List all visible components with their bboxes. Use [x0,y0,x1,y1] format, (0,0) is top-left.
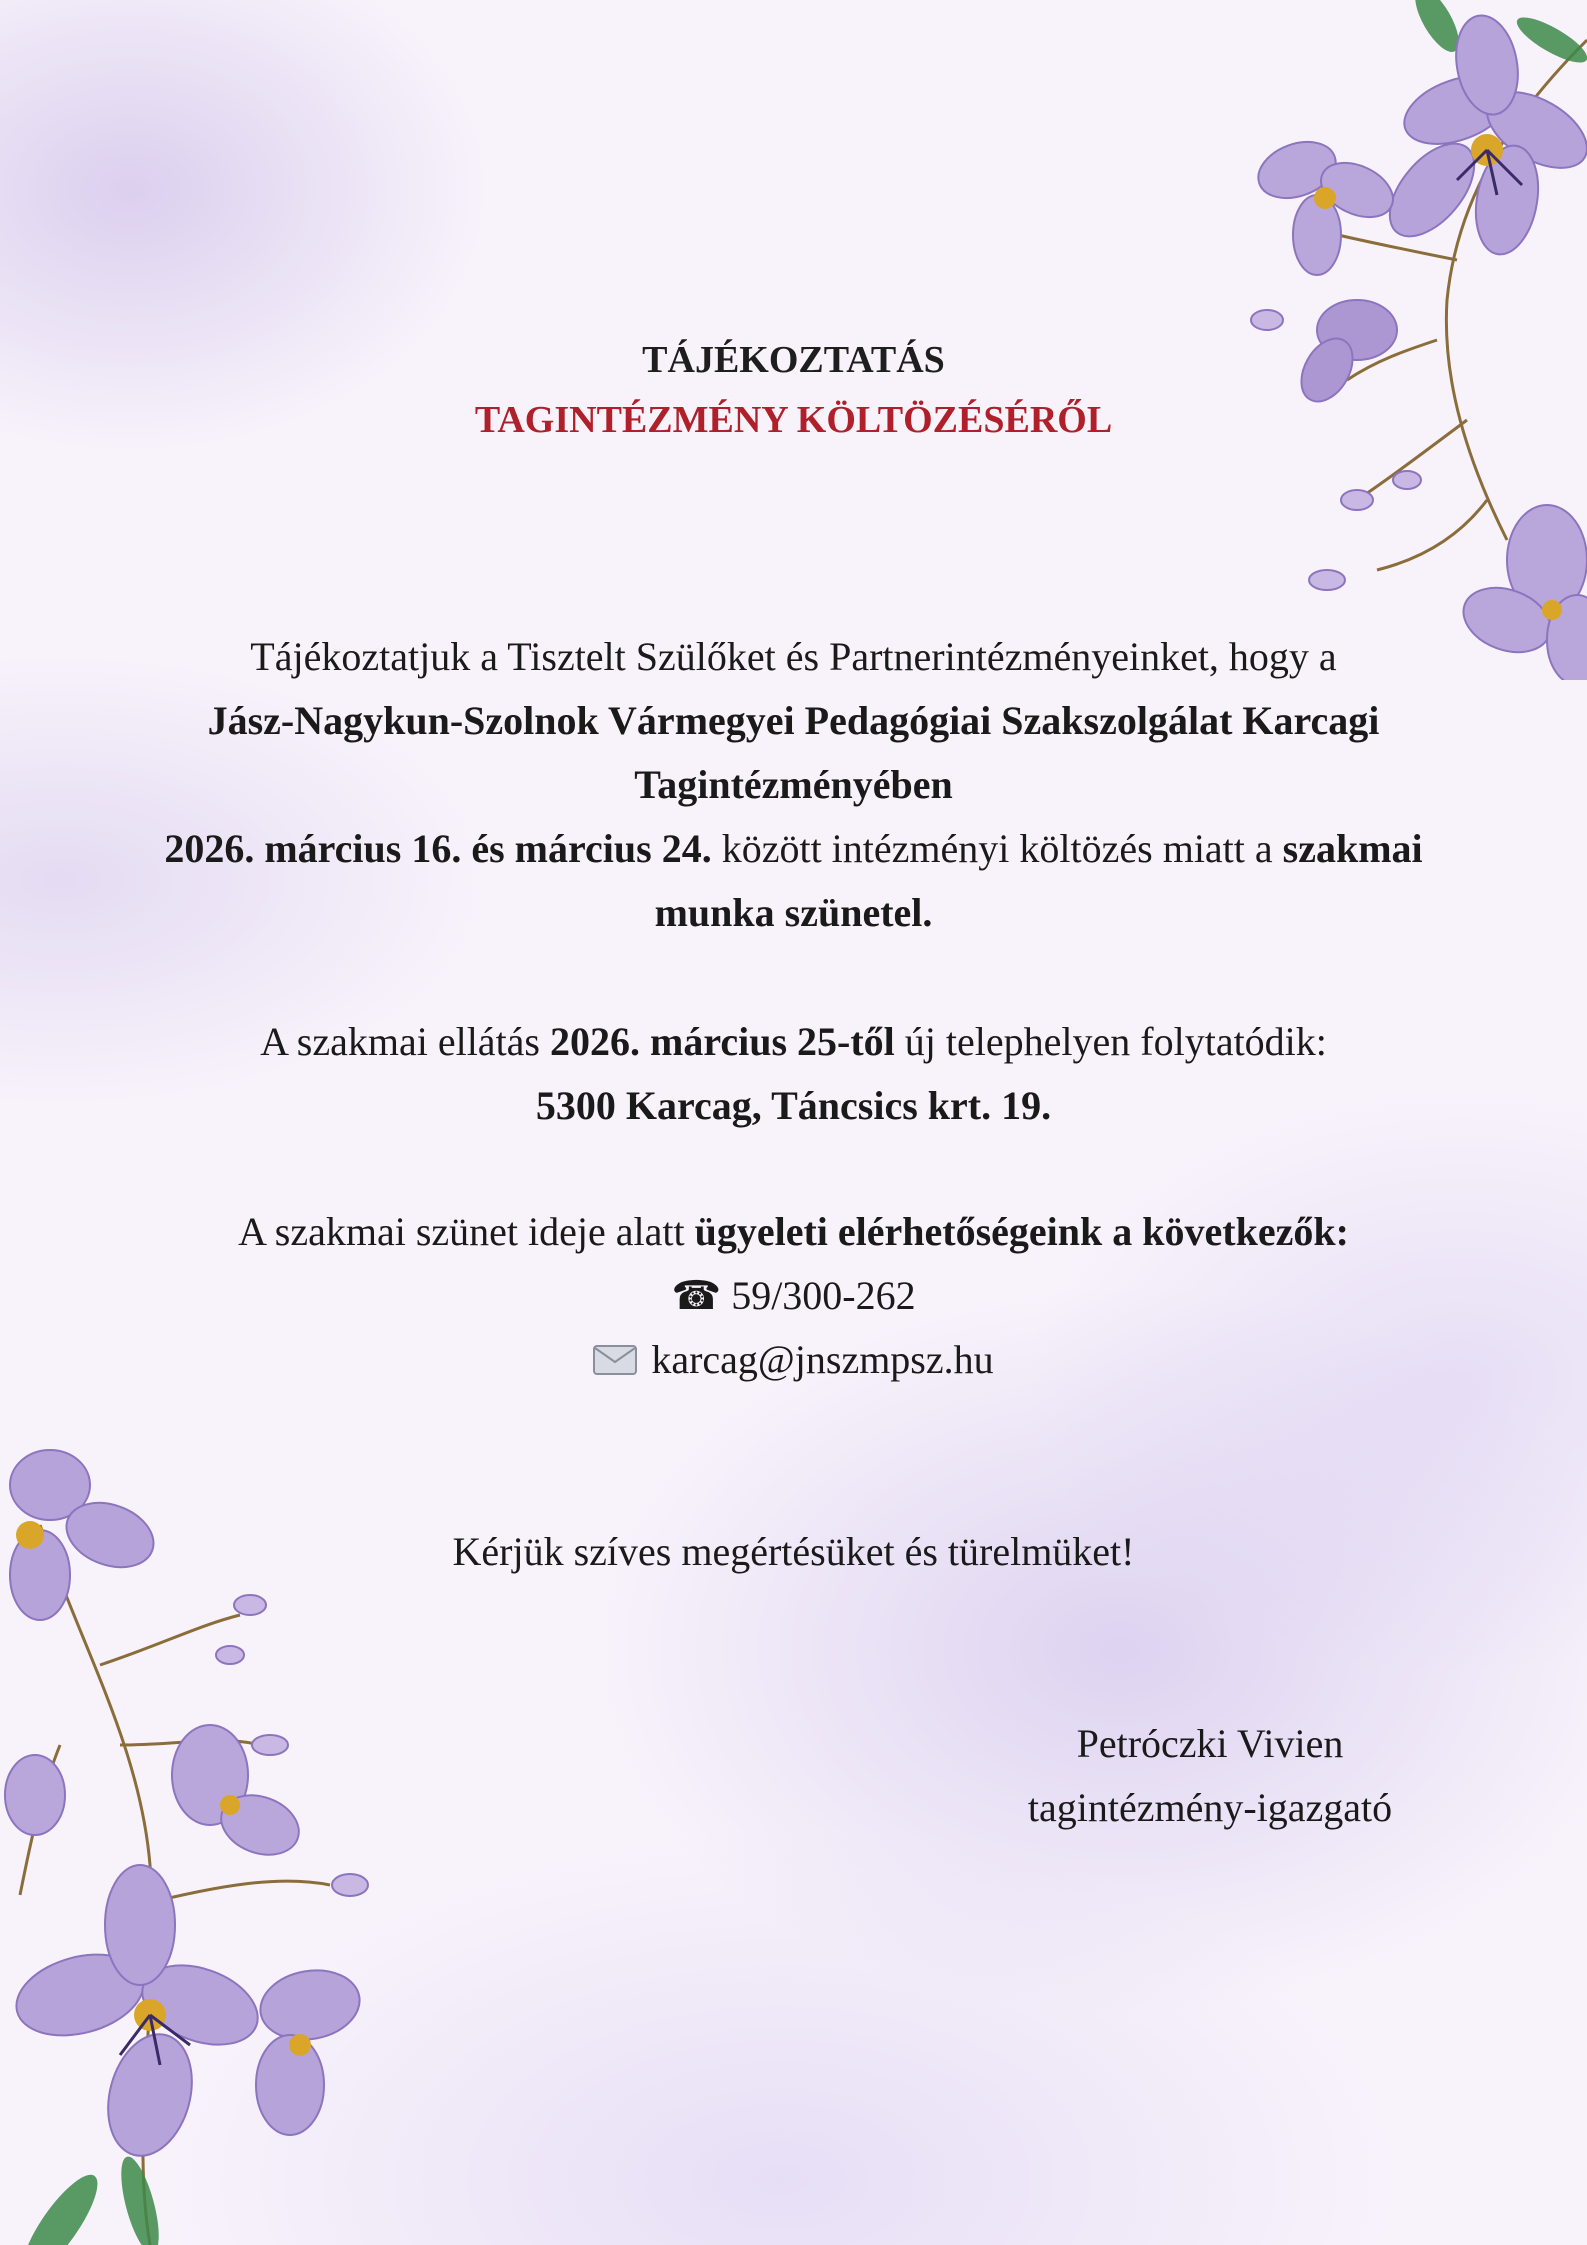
flower-small-left [1251,132,1402,275]
flower-large-bottom [7,1865,365,2165]
new-address: 5300 Karcag, Táncsics krt. 19. [535,1083,1052,1128]
contacts-prefix: A szakmai szünet ideje alatt [238,1209,695,1254]
pause-text-part-1: szakmai [1282,826,1423,871]
signature-block [990,1712,1430,1840]
relocation-prefix: A szakmai ellátás [260,1019,550,1064]
closure-period: 2026. március 16. és március 24. [164,826,712,871]
email-contact [0,1328,1587,1392]
signatory-title: tagintézmény-igazgató [1027,1785,1393,1830]
intro-line: Tájékoztatjuk a Tisztelt Szülőket és Partnerintézményeinket, hogy a [250,634,1337,679]
title-line-1: TÁJÉKOZTATÁS [642,339,945,381]
closure-reason: között intézményi költözés miatt a [711,826,1283,871]
title-line-2: TAGINTÉZMÉNY KÖLTÖZÉSÉRŐL [474,399,1113,441]
phone-contact [0,1264,1587,1328]
relocation-suffix: új telephelyen folytatódik: [894,1019,1327,1064]
contacts-heading: ügyeleti elérhetőségeink a következők: [694,1209,1349,1254]
signatory-name: Petróczki Vivien [1076,1721,1344,1766]
closing-sentence: Kérjük szíves megértésüket és türelmüket! [452,1529,1135,1574]
intro-paragraph [0,625,1587,945]
relocation-paragraph [0,1010,1587,1138]
phone-icon: ☎ [671,1273,722,1318]
institution-name-line-1: Jász-Nagykun-Szolnok Vármegyei Pedagógiai Szakszolgálat Karcagi [207,698,1380,743]
phone-number[interactable]: 59/300-262 [731,1273,916,1318]
envelope-icon [593,1345,637,1375]
document-title [0,330,1587,450]
contacts-paragraph [0,1200,1587,1392]
institution-name-line-2: Tagintézményében [634,762,953,807]
relocation-date: 2026. március 25-től [550,1019,895,1064]
pause-text-part-2: munka szünetel. [654,890,933,935]
email-address[interactable]: karcag@jnszmpsz.hu [651,1337,994,1382]
